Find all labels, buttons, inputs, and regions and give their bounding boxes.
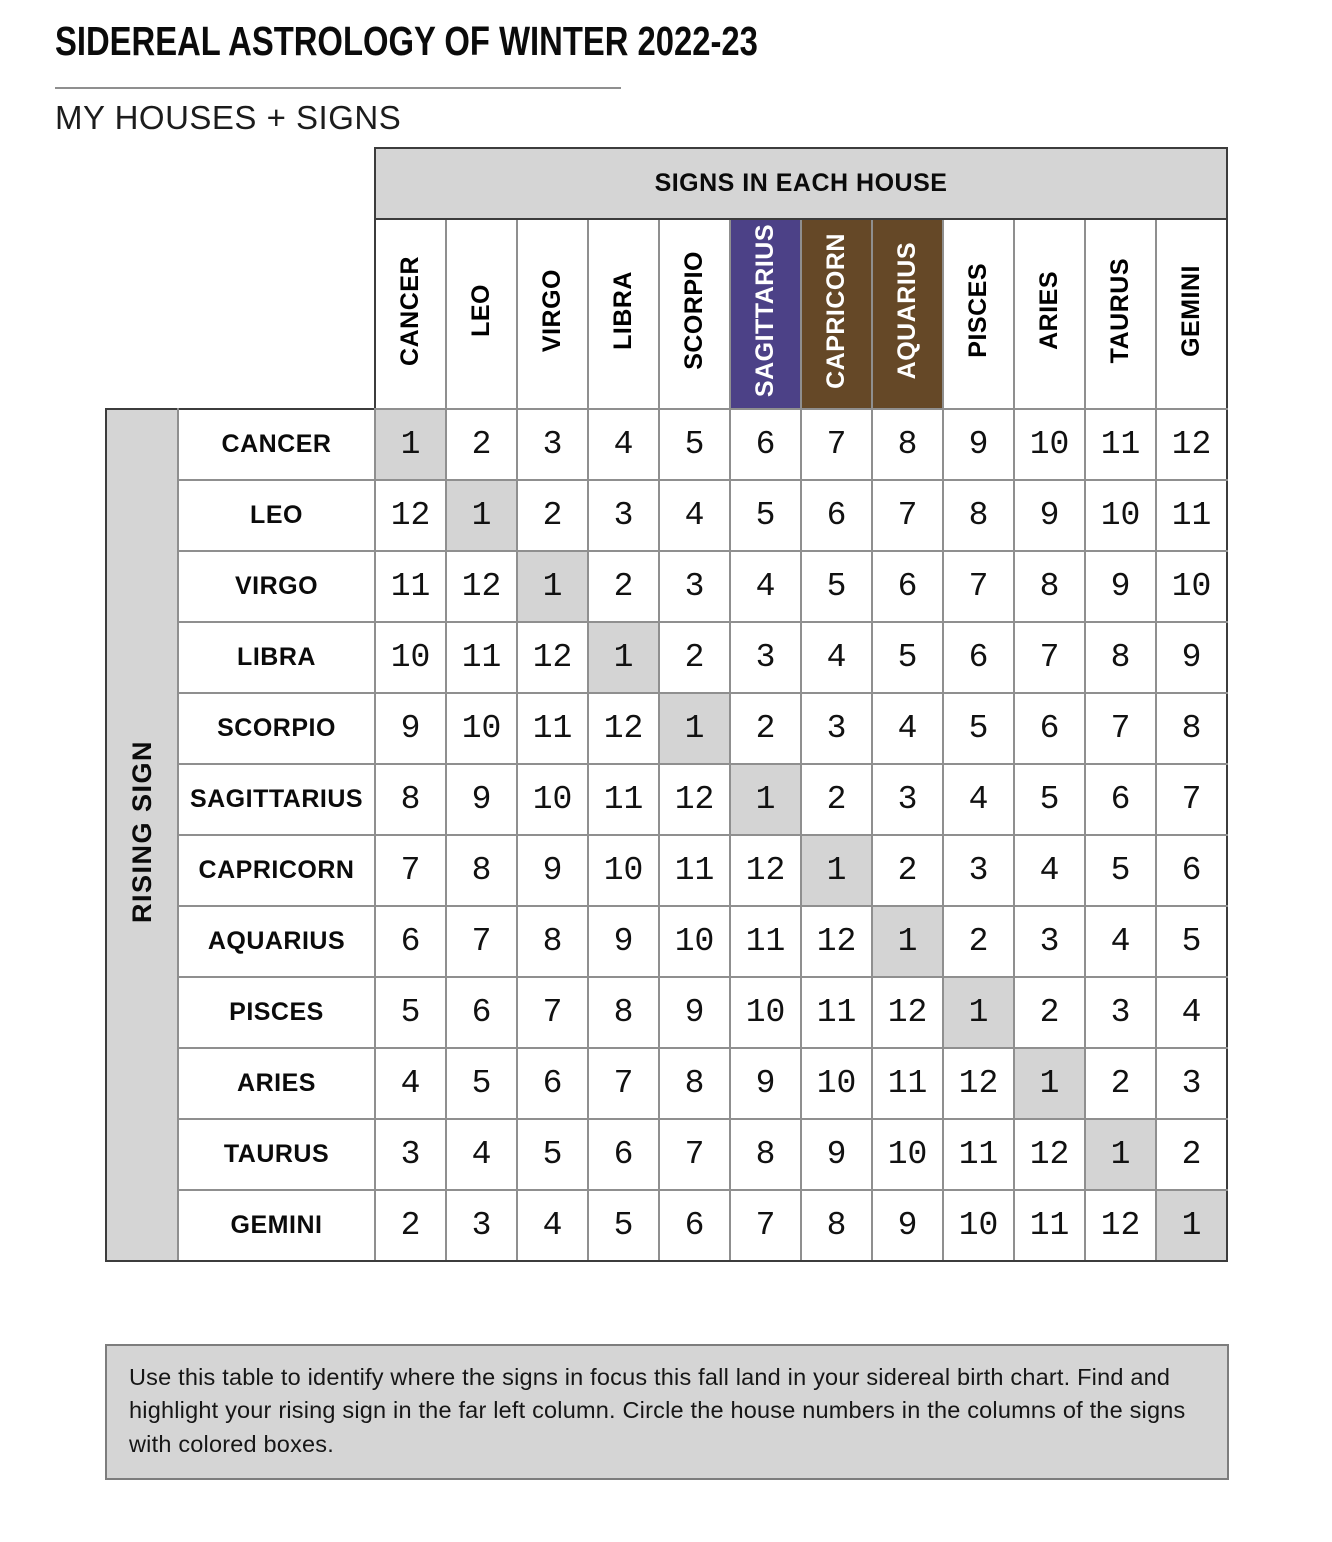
cell-pisces-leo: 6 [446, 977, 517, 1048]
col-header-capricorn [801, 219, 872, 409]
cell-virgo-virgo: 1 [517, 551, 588, 622]
cell-libra-taurus: 8 [1085, 622, 1156, 693]
cell-capricorn-gemini: 6 [1156, 835, 1227, 906]
cell-taurus-taurus: 1 [1085, 1119, 1156, 1190]
cell-leo-capricorn: 6 [801, 480, 872, 551]
cell-scorpio-gemini: 8 [1156, 693, 1227, 764]
cell-taurus-sagittarius: 8 [730, 1119, 801, 1190]
cell-aries-pisces: 12 [943, 1048, 1014, 1119]
cell-leo-aquarius: 7 [872, 480, 943, 551]
cell-capricorn-aquarius: 2 [872, 835, 943, 906]
cell-aries-libra: 7 [588, 1048, 659, 1119]
page-subtitle: MY HOUSES + SIGNS [55, 99, 402, 136]
col-header-leo [446, 219, 517, 409]
cell-capricorn-aries: 4 [1014, 835, 1085, 906]
col-header-gemini [1156, 219, 1227, 409]
cell-libra-aquarius: 5 [872, 622, 943, 693]
cell-sagittarius-gemini: 7 [1156, 764, 1227, 835]
cell-sagittarius-cancer: 8 [375, 764, 446, 835]
table-row-sagittarius [106, 764, 1227, 835]
cell-leo-sagittarius: 5 [730, 480, 801, 551]
cell-leo-taurus: 10 [1085, 480, 1156, 551]
cell-libra-cancer: 10 [375, 622, 446, 693]
row-label-sagittarius: SAGITTARIUS [178, 764, 375, 835]
cell-gemini-virgo: 4 [517, 1190, 588, 1261]
title-underline [55, 87, 621, 89]
cell-cancer-capricorn: 7 [801, 409, 872, 480]
col-header-label: CANCER [396, 255, 424, 366]
cell-sagittarius-aries: 5 [1014, 764, 1085, 835]
cell-gemini-scorpio: 6 [659, 1190, 730, 1261]
cell-aquarius-pisces: 2 [943, 906, 1014, 977]
row-label-taurus: TAURUS [178, 1119, 375, 1190]
cell-gemini-aquarius: 9 [872, 1190, 943, 1261]
cell-gemini-libra: 5 [588, 1190, 659, 1261]
cell-cancer-pisces: 9 [943, 409, 1014, 480]
cell-sagittarius-libra: 11 [588, 764, 659, 835]
cell-virgo-leo: 12 [446, 551, 517, 622]
row-label-leo: LEO [178, 480, 375, 551]
cell-gemini-pisces: 10 [943, 1190, 1014, 1261]
cell-scorpio-virgo: 11 [517, 693, 588, 764]
cell-capricorn-virgo: 9 [517, 835, 588, 906]
col-header-label: PISCES [964, 263, 992, 358]
row-label-aquarius: AQUARIUS [178, 906, 375, 977]
cell-capricorn-libra: 10 [588, 835, 659, 906]
table-row-virgo [106, 551, 1227, 622]
cell-cancer-libra: 4 [588, 409, 659, 480]
cell-taurus-gemini: 2 [1156, 1119, 1227, 1190]
col-header-pisces [943, 219, 1014, 409]
cell-virgo-capricorn: 5 [801, 551, 872, 622]
cell-taurus-aries: 12 [1014, 1119, 1085, 1190]
cell-taurus-pisces: 11 [943, 1119, 1014, 1190]
table-row-leo [106, 480, 1227, 551]
cell-capricorn-cancer: 7 [375, 835, 446, 906]
cell-pisces-scorpio: 9 [659, 977, 730, 1048]
table-row-taurus [106, 1119, 1227, 1190]
cell-leo-cancer: 12 [375, 480, 446, 551]
cell-aries-gemini: 3 [1156, 1048, 1227, 1119]
cell-gemini-cancer: 2 [375, 1190, 446, 1261]
page-title: SIDEREAL ASTROLOGY OF WINTER 2022-23 [55, 18, 758, 64]
col-header-aquarius [872, 219, 943, 409]
cell-pisces-aries: 2 [1014, 977, 1085, 1048]
cell-aquarius-cancer: 6 [375, 906, 446, 977]
cell-virgo-aquarius: 6 [872, 551, 943, 622]
cell-aquarius-aries: 3 [1014, 906, 1085, 977]
cell-virgo-taurus: 9 [1085, 551, 1156, 622]
col-header-label: CAPRICORN [822, 232, 850, 389]
cell-scorpio-capricorn: 3 [801, 693, 872, 764]
cell-capricorn-leo: 8 [446, 835, 517, 906]
cell-taurus-leo: 4 [446, 1119, 517, 1190]
cell-taurus-scorpio: 7 [659, 1119, 730, 1190]
cell-scorpio-aries: 6 [1014, 693, 1085, 764]
cell-aries-aries: 1 [1014, 1048, 1085, 1119]
cell-sagittarius-taurus: 6 [1085, 764, 1156, 835]
cell-libra-capricorn: 4 [801, 622, 872, 693]
table-row-aries [106, 1048, 1227, 1119]
cell-virgo-sagittarius: 4 [730, 551, 801, 622]
cell-sagittarius-aquarius: 3 [872, 764, 943, 835]
cell-libra-scorpio: 2 [659, 622, 730, 693]
cell-aries-capricorn: 10 [801, 1048, 872, 1119]
col-header-sagittarius [730, 219, 801, 409]
cell-taurus-virgo: 5 [517, 1119, 588, 1190]
cell-libra-aries: 7 [1014, 622, 1085, 693]
cell-gemini-leo: 3 [446, 1190, 517, 1261]
col-header-label: SCORPIO [680, 251, 708, 370]
cell-cancer-cancer: 1 [375, 409, 446, 480]
table-row-scorpio [106, 693, 1227, 764]
rising-sign-header [106, 409, 178, 1261]
cell-pisces-cancer: 5 [375, 977, 446, 1048]
row-label-aries: ARIES [178, 1048, 375, 1119]
cell-leo-aries: 9 [1014, 480, 1085, 551]
cell-scorpio-leo: 10 [446, 693, 517, 764]
cell-cancer-virgo: 3 [517, 409, 588, 480]
cell-virgo-cancer: 11 [375, 551, 446, 622]
cell-leo-virgo: 2 [517, 480, 588, 551]
col-header-virgo [517, 219, 588, 409]
cell-capricorn-taurus: 5 [1085, 835, 1156, 906]
cell-aquarius-taurus: 4 [1085, 906, 1156, 977]
corner-spacer [106, 148, 375, 409]
rising-sign-label: RISING SIGN [126, 739, 157, 924]
cell-cancer-taurus: 11 [1085, 409, 1156, 480]
cell-gemini-gemini: 1 [1156, 1190, 1227, 1261]
cell-libra-libra: 1 [588, 622, 659, 693]
cell-leo-libra: 3 [588, 480, 659, 551]
row-label-capricorn: CAPRICORN [178, 835, 375, 906]
table-row-capricorn [106, 835, 1227, 906]
cell-aquarius-libra: 9 [588, 906, 659, 977]
cell-scorpio-taurus: 7 [1085, 693, 1156, 764]
cell-virgo-aries: 8 [1014, 551, 1085, 622]
table-row-gemini [106, 1190, 1227, 1261]
cell-aries-cancer: 4 [375, 1048, 446, 1119]
cell-virgo-gemini: 10 [1156, 551, 1227, 622]
cell-virgo-pisces: 7 [943, 551, 1014, 622]
col-header-libra [588, 219, 659, 409]
cell-aries-aquarius: 11 [872, 1048, 943, 1119]
cell-sagittarius-capricorn: 2 [801, 764, 872, 835]
instructions-text: Use this table to identify where the signs in focus this fall land in your sidereal birth chart. Find and highlight your rising sign in the far left column. Circle the house numbers in the columns of the signs with colored boxes. [129, 1364, 1186, 1457]
cell-aries-leo: 5 [446, 1048, 517, 1119]
cell-gemini-aries: 11 [1014, 1190, 1085, 1261]
instructions-box [105, 1344, 1229, 1480]
cell-leo-pisces: 8 [943, 480, 1014, 551]
cell-gemini-sagittarius: 7 [730, 1190, 801, 1261]
col-header-label: TAURUS [1106, 257, 1134, 364]
cell-scorpio-cancer: 9 [375, 693, 446, 764]
cell-sagittarius-scorpio: 12 [659, 764, 730, 835]
col-header-cancer [375, 219, 446, 409]
cell-scorpio-pisces: 5 [943, 693, 1014, 764]
cell-cancer-sagittarius: 6 [730, 409, 801, 480]
cell-aquarius-virgo: 8 [517, 906, 588, 977]
cell-pisces-pisces: 1 [943, 977, 1014, 1048]
col-header-aries [1014, 219, 1085, 409]
col-header-label: SAGITTARIUS [751, 223, 779, 398]
table-row-aquarius [106, 906, 1227, 977]
cell-scorpio-aquarius: 4 [872, 693, 943, 764]
cell-aquarius-aquarius: 1 [872, 906, 943, 977]
cell-capricorn-scorpio: 11 [659, 835, 730, 906]
signs-in-each-house-header: SIGNS IN EACH HOUSE [375, 148, 1227, 219]
cell-gemini-taurus: 12 [1085, 1190, 1156, 1261]
col-header-label: ARIES [1035, 271, 1063, 350]
cell-gemini-capricorn: 8 [801, 1190, 872, 1261]
cell-cancer-aquarius: 8 [872, 409, 943, 480]
cell-taurus-aquarius: 10 [872, 1119, 943, 1190]
cell-pisces-taurus: 3 [1085, 977, 1156, 1048]
cell-virgo-libra: 2 [588, 551, 659, 622]
houses-signs-table [105, 147, 1228, 1262]
cell-leo-gemini: 11 [1156, 480, 1227, 551]
col-header-scorpio [659, 219, 730, 409]
top-header-row [106, 148, 1227, 219]
cell-libra-virgo: 12 [517, 622, 588, 693]
cell-cancer-aries: 10 [1014, 409, 1085, 480]
cell-libra-leo: 11 [446, 622, 517, 693]
col-header-label: GEMINI [1177, 264, 1205, 357]
cell-cancer-gemini: 12 [1156, 409, 1227, 480]
cell-taurus-capricorn: 9 [801, 1119, 872, 1190]
cell-pisces-capricorn: 11 [801, 977, 872, 1048]
cell-aquarius-gemini: 5 [1156, 906, 1227, 977]
cell-aries-virgo: 6 [517, 1048, 588, 1119]
cell-pisces-libra: 8 [588, 977, 659, 1048]
cell-leo-leo: 1 [446, 480, 517, 551]
cell-scorpio-sagittarius: 2 [730, 693, 801, 764]
table-row-libra [106, 622, 1227, 693]
cell-leo-scorpio: 4 [659, 480, 730, 551]
cell-sagittarius-pisces: 4 [943, 764, 1014, 835]
col-header-label: LIBRA [609, 271, 637, 350]
table-row-cancer [106, 409, 1227, 480]
cell-aquarius-sagittarius: 11 [730, 906, 801, 977]
cell-scorpio-libra: 12 [588, 693, 659, 764]
cell-capricorn-sagittarius: 12 [730, 835, 801, 906]
row-label-gemini: GEMINI [178, 1190, 375, 1261]
cell-aries-sagittarius: 9 [730, 1048, 801, 1119]
cell-virgo-scorpio: 3 [659, 551, 730, 622]
row-label-scorpio: SCORPIO [178, 693, 375, 764]
cell-libra-gemini: 9 [1156, 622, 1227, 693]
cell-sagittarius-sagittarius: 1 [730, 764, 801, 835]
cell-taurus-libra: 6 [588, 1119, 659, 1190]
col-header-taurus [1085, 219, 1156, 409]
table-row-pisces [106, 977, 1227, 1048]
cell-capricorn-pisces: 3 [943, 835, 1014, 906]
cell-sagittarius-leo: 9 [446, 764, 517, 835]
cell-capricorn-capricorn: 1 [801, 835, 872, 906]
cell-aries-scorpio: 8 [659, 1048, 730, 1119]
row-label-pisces: PISCES [178, 977, 375, 1048]
cell-libra-pisces: 6 [943, 622, 1014, 693]
row-label-virgo: VIRGO [178, 551, 375, 622]
row-label-libra: LIBRA [178, 622, 375, 693]
cell-pisces-gemini: 4 [1156, 977, 1227, 1048]
cell-cancer-scorpio: 5 [659, 409, 730, 480]
cell-taurus-cancer: 3 [375, 1119, 446, 1190]
cell-aries-taurus: 2 [1085, 1048, 1156, 1119]
cell-libra-sagittarius: 3 [730, 622, 801, 693]
col-header-label: LEO [467, 284, 495, 337]
cell-aquarius-scorpio: 10 [659, 906, 730, 977]
cell-pisces-virgo: 7 [517, 977, 588, 1048]
cell-pisces-aquarius: 12 [872, 977, 943, 1048]
cell-cancer-leo: 2 [446, 409, 517, 480]
cell-aquarius-leo: 7 [446, 906, 517, 977]
col-header-label: VIRGO [538, 268, 566, 353]
row-label-cancer: CANCER [178, 409, 375, 480]
cell-pisces-sagittarius: 10 [730, 977, 801, 1048]
cell-sagittarius-virgo: 10 [517, 764, 588, 835]
cell-scorpio-scorpio: 1 [659, 693, 730, 764]
col-header-label: AQUARIUS [893, 241, 921, 380]
cell-aquarius-capricorn: 12 [801, 906, 872, 977]
